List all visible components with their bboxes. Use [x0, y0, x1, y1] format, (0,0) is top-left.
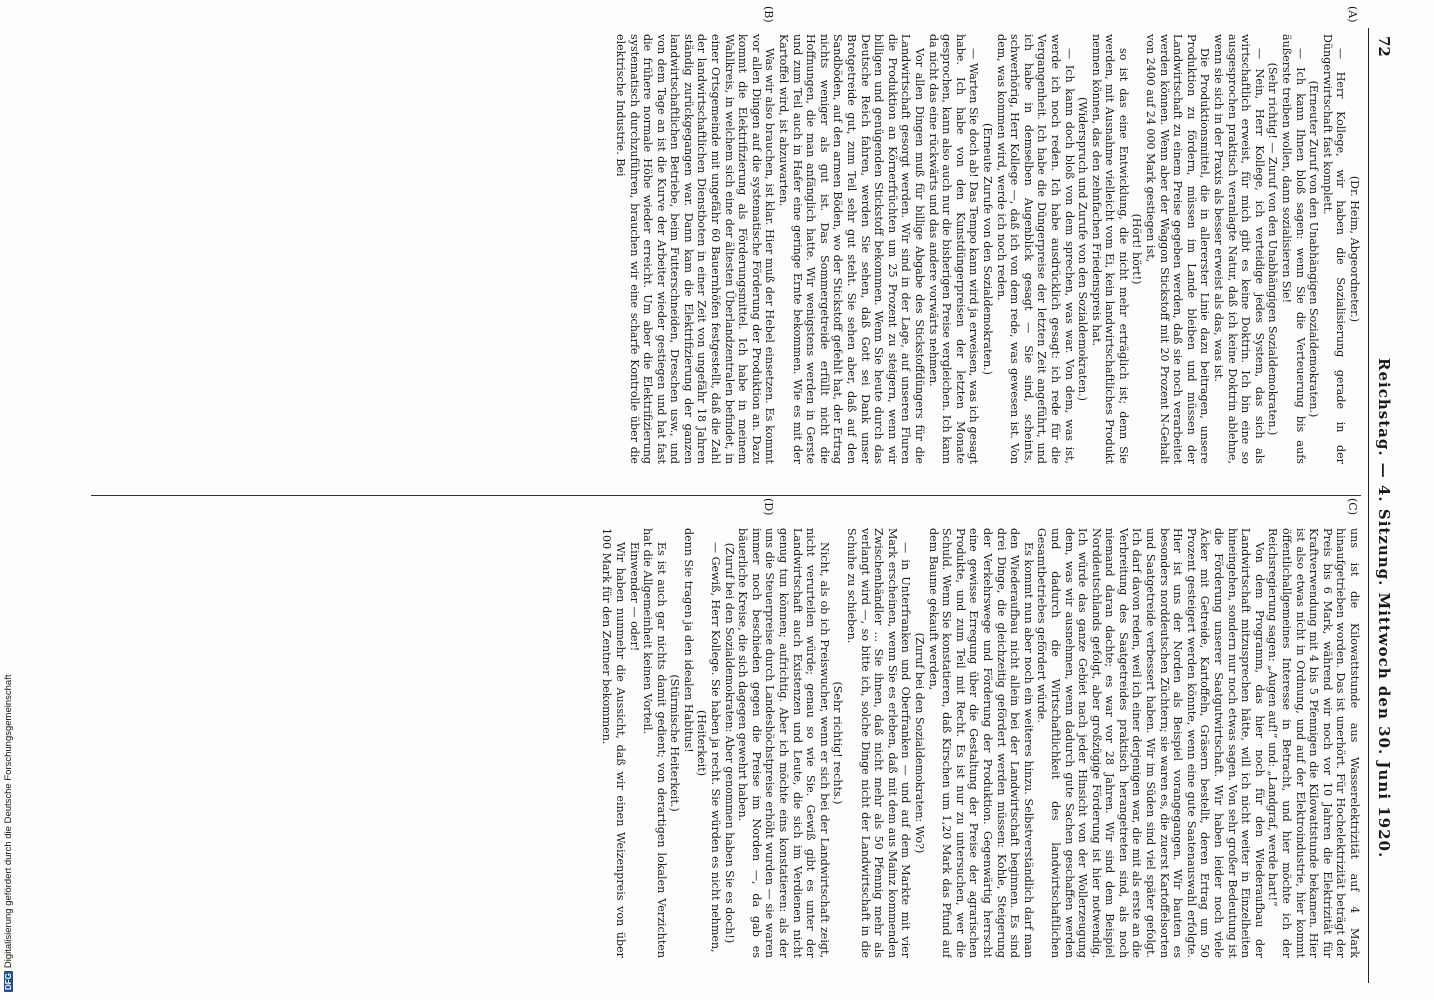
rotated-page-content — [75, 6, 1395, 983]
paragraph: — Warten Sie doch ab! Das Tempo kann wird ja erweisen, was ich gesagt habe. Ich habe von den Kunstdüngerpreisen der letzten Monate gesprochen, kann also auch nur die bisherigen Preise vergleichen. Ich kann da nicht das eine rückwärts und das andere vorwärts nehmen. — [926, 34, 981, 464]
paragraph: Vor allen Dingen muß für billige Abgabe des Stickstoffdüngers für die Landwirtschaft gesorgt werden. Wir sind in der Lage, auf unseren Fluren die Produktion an Körnerfrüchten um 25 Prozent zu steigern, wenn wir billigen und genügenden Stickstoff bekommen. Wenn Sie heute durch das Deutsche Reich fahren, werden Sie sehen, daß Gott sei Dank unser Brotgetreide gut, zum Teil sehr gut steht. Sie sehen aber, daß auf den Sandböden, auf den armen Böden, wo der Stickstoff gefehlt hat, der Ertrag nichts weniger als gut ist. Das Sommergetreide erfüllt nicht die Hoffnungen, die man anfänglich hatte. Wir wenigstens werden in Gerste und zum Teil auch in Hafer eine geringe Ernte bekommen. Wie es mit der Kartoffel wird, ist abzuwarten. — [777, 34, 926, 464]
page-number: 72 — [1375, 36, 1393, 57]
column-divider — [91, 495, 1361, 496]
running-title: Reichstag. — 4. Sitzung. Mittwoch den 30. Juni 1920. — [1375, 358, 1393, 859]
paragraph: (Zuruf bei den Sozialdemokraten: Aber genommen haben Sie es doch!) — [722, 542, 736, 944]
paragraph: Einwender — oder! — [627, 542, 641, 652]
paragraph: (Heiterkeit) — [695, 709, 709, 777]
margin-mark-c: (C) — [1346, 498, 1359, 515]
paragraph: (Hört! hört!) — [1130, 213, 1144, 285]
margin-mark-b: (B) — [762, 6, 775, 23]
dfg-logo: DFG — [4, 973, 13, 990]
header-rule — [1368, 28, 1369, 983]
paragraph: (Widerspruch und Zurufe von den Sozialdemokraten.) — [1076, 97, 1090, 401]
paragraph: denn Sie tragen ja den idealen Habitus! — [681, 528, 695, 753]
paragraph: — Gewiß, Herr Kollege. Sie haben ja recht. Sie würden es nicht nehmen, — [709, 542, 723, 953]
paragraph: (Dr. Heim, Abgeordneter.) — [1348, 175, 1361, 323]
paragraph: Es ist auch gar nichts damit gedient; von derartigen lokalen Verzichten hat die Allgemeinheit keinen Vorteil. — [641, 528, 668, 958]
paragraph: — Ich kann doch bloß von dem sprechen, was war. Von dem, was ist, werde ich noch reden. Ich habe ausdrücklich gesagt: ich rede für die Vergangenheit. Ich habe die Düngerpreise der letzten Zeit angeführt, und ich habe in demselben Augenblick gesagt — Sie sind, scheints, schwerhörig, Herr Kollege —, daß ich von dem rede, was gewesen ist. Von dem, was kommen wird, werde ich noch reden. — [994, 34, 1076, 464]
paragraph: (Zuruf bei den Sozialdemokraten: Wo?) — [913, 632, 926, 854]
paragraph: Von dem Programm, das hier noch für den Wiederaufbau der Landwirtschaft mitzusprechen hätte, will ich nicht weiter in Einzelheiten hineingehen, sondern nur noch etwas sagen. Von sehr großer Bedeutung ist die Förderung unserer Saatgutwirtschaft. Wir haben leider noch viele Äcker mit Getreide, Kartoffeln, Gräsern bestellt, deren Ertrag um 50 Prozent gesteigert werden könnte, wenn eine gute Saatenauswahl erfolgte. Hier ist uns der Norden als Beispiel vorangegangen. Wir bauten es besonders norddeutschen Züchtern; sie waren es, die zuerst Kartoffelsorten und Saatgetreide verbessert haben. Wir im Süden sind viel später gefolgt. Ich darf davon reden, weil ich einer derjenigen war, die mit als erste an die Verbreitung des Saatgetreides praktisch herangetreten sind, als noch niemand daran dachte; es war vor 28 Jahren. Wir sind dem Beispiel Norddeutschlands gefolgt, aber großzügige Förderung ist hier notwendig. Ich würde das ganze Gebiet nach jeder Hinsicht von der Wollerzeugung dem, was wir ausnehmen, wenn dadurch gute Sachen geschaffen werden und dadurch die Wirtschaftlichkeit des landwirtschaftlichen Gesamtbetriebes gefördert würde. — [1035, 528, 1266, 958]
paragraph: Wir haben nunmehr die Aussicht, daß wir einen Weizenpreis von über 100 Mark für den Zentner bekommen. — [600, 528, 627, 958]
paragraph: — Nein, Herr Kollege, ich verteidige jedes System, das sich als wirtschaftlich erweist, für mich gibt es keine Doktrin. Ich bin eine so ausgesprochen praktisch veranlagte Natur, daß ich keine Doktrin ablehne, wenn sie sich in der Praxis als besser erweist als das, was ist. — [1212, 34, 1266, 464]
paragraph: Die Produktionsmittel, die in allererster Linie dazu beitragen, unsere Produktion zu fördern, müssen im Lande bleiben und müssen der Landwirtschaft zu einem Preise gegeben werden, daß sie noch verarbeitet werden können. Wenn aber der Waggon Stickstoff mit 20 Prozent N-Gehalt von 2400 auf 24 000 Mark gestiegen ist, — [1144, 34, 1212, 464]
paragraph: so ist das eine Entwicklung, die nicht mehr erträglich ist; denn Sie werden, mit Ausnahme vielleicht vom Ei, kein landwirtschaftliches Produkt nennen können, das den zehnfachen Friedenspreis hat. — [1089, 34, 1130, 464]
paragraph: Nicht, als ob ich Preiswucher, wenn er sich bei der Landwirtschaft zeigt, nicht verurteilen würde; genau so wie Sie. Gewiß gibt es unter der Landwirtschaft auch Existenzen und Leute, die sich im Verdienen nicht genug tun können; aufrichtig. Aber ich möchte eins konstatieren: als der uns die Steuerpreise durch Landeshöchstpreise erhöht wurden — sie waren immer noch beschieden gegen die Preise im Norden —, da gab es bäuerliche Kreise, die sich dagegen gewehrt haben. — [736, 528, 831, 958]
paragraph: — Herr Kollege, wir haben die Sozialisierung gerade in der Düngerwirtschaft fast komplett. — [1320, 34, 1348, 464]
credit-text: Digitalisierung gefördert durch die Deutsche Forschungsgemeinschaft — [3, 674, 14, 969]
paragraph: (Erneute Zurufe von den Sozialdemokraten.) — [980, 123, 994, 375]
paragraph: — Ich kann Ihnen bloß sagen: wenn Sie die Verteuerung bis aufs äußerste treiben wollen, dann sozialisieren Sie! — [1280, 34, 1307, 464]
paragraph: (Erneuter Zuruf von den Unabhängigen Sozialdemokraten.) — [1307, 80, 1321, 418]
page-header — [1367, 28, 1395, 983]
digitization-credit — [3, 675, 14, 993]
paragraph: Was wir also brauchen, ist klar. Hier muß der Hebel einsetzen. Es kommt vor allen Dingen auf die systematische Förderung der Produktion an. Dazu kommt die Elektrifizierung als Förderungsmittel. Ich habe in meinem Wahlkreis, in welchem sich eine der ältesten Überlandzentralen befindet, in einer Ortsgemeinde mit ungefähr 60 Bauernhöfen festgestellt, daß die Zahl der landwirtschaftlichen Dienstboten in einer Zeit von ungefähr 18 Jahren ständig zurückgegangen war. Dann kam die Elektrifizierung der ganzen landwirtschaftlichen Betriebe, beim Futterschneiden, Dreschen usw., und von dem Tage an ist die Kurve der Arbeiter wieder gestiegen und hat fast die frühere normale Höhe wieder erreicht. Um aber die Elektrifizierung systematisch durchzuführen, brauchen wir eine scharfe Kontrolle über die elektrische Industrie. Bei — [613, 34, 777, 464]
paragraph: — in Unterfranken und Oberfranken — und auf dem Markte mit vier Mark erscheinen, wenn Sie es erleben, daß mit dem aus Mainz kommenden Zwischenhändler ... Sie ihnen, daß nicht mehr als 50 Pfennig mehr als verlangt wird —, so bitte ich, solche Dinge nicht der Landwirtschaft in die Schuhe zu schieben. — [845, 528, 913, 958]
paragraph: (Sehr richtig! rechts.) — [831, 681, 845, 805]
paragraph: (Stürmische Heiterkeit.) — [668, 674, 682, 812]
paragraph: (Sehr richtig! — Zuruf von den Unabhängigen Sozialdemokraten.) — [1266, 62, 1280, 436]
left-text-column — [91, 34, 1361, 464]
margin-mark-a: (A) — [1346, 6, 1359, 23]
paragraph: Es kommt nun aber noch ein weiteres hinzu. Selbstverständlich darf man den Wiederaufbau nicht allein bei der Landwirtschaft beginnen. Es sind drei Dinge, die gleichzeitig gefördert werden müssen: Kohle, Steigerung der Verkehrswege und Förderung der Produktion. Gegenwärtig herrscht eine gewisse Erregung über die Gestaltung der Preise der agrarischen Produkte, und zum Teil mit Recht. Es ist nur zu untersuchen, wer die Schuld. Wenn Sie konstatieren, daß Kirschen um 1,20 Mark das Pfund auf dem Baume gekauft werden, — [926, 528, 1035, 958]
right-text-column — [91, 528, 1361, 958]
margin-mark-d: (D) — [762, 498, 775, 516]
paragraph: uns ist die Kilowattstunde aus Wasserelektrizität auf 4 Mark hinaufgetrieben worden. Das ist unerhört. Für Hochelektrizität beträgt der Preis bis 6 Mark, während wir noch vor 10 Jahren die Elektrizität für Kraftverwendung mit 4 bis 5 Pfennigen die Kilowattstunde bekamen. Hier ist also etwas nicht in Ordnung, und auf der Elektroindustrie, hier kommt öffentlichallgemeines Interesse in Betracht, und hier möchte ich der Reichsregierung sagen: „Augen auf!“ und: „Landgraf, werde hart!“ — [1266, 528, 1361, 958]
